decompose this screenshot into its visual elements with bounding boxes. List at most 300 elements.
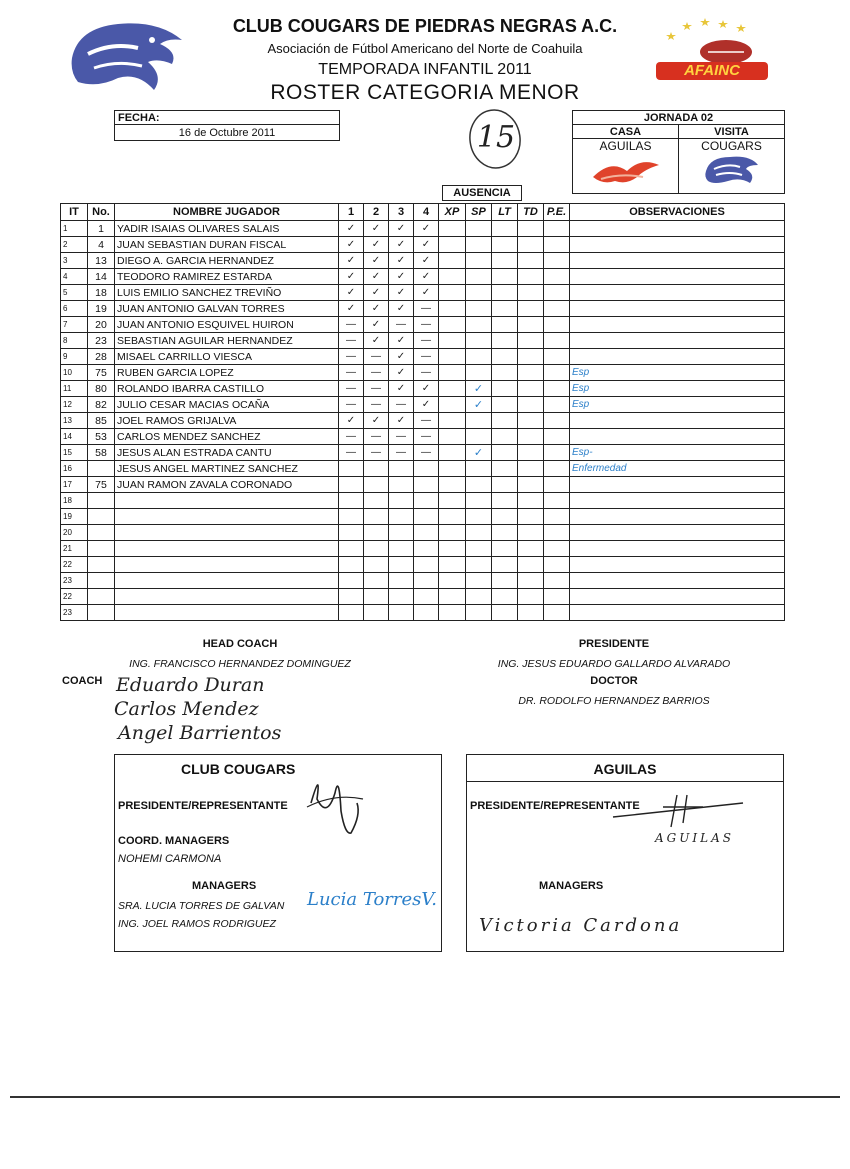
roster-q1-cell: ✓ [339, 285, 364, 301]
roster-pe-cell [544, 413, 570, 429]
roster-lt-cell [492, 525, 518, 541]
roster-q3-cell: ✓ [389, 381, 414, 397]
roster-obs-cell [570, 557, 785, 573]
roster-q1-cell [339, 541, 364, 557]
roster-it-cell: 23 [61, 573, 88, 589]
roster-td-cell [518, 525, 544, 541]
roster-name-cell [115, 589, 339, 605]
ausencia-label: AUSENCIA [442, 185, 522, 201]
roster-name-cell: JESUS ALAN ESTRADA CANTU [115, 445, 339, 461]
roster-pe-cell [544, 445, 570, 461]
roster-q1-cell: — [339, 365, 364, 381]
roster-q3-cell [389, 509, 414, 525]
roster-row [61, 557, 785, 573]
roster-q4-cell: ✓ [414, 269, 439, 285]
coach-1: Eduardo Duran [116, 674, 265, 696]
roster-obs-cell [570, 349, 785, 365]
roster-q1-cell: ✓ [339, 269, 364, 285]
jornada-box [572, 110, 785, 194]
roster-row [61, 381, 785, 397]
season-title: TEMPORADA INFANTIL 2011 [318, 61, 532, 78]
roster-td-cell [518, 365, 544, 381]
roster-q1-cell [339, 589, 364, 605]
roster-lt-cell [492, 301, 518, 317]
roster-name-cell [115, 509, 339, 525]
coach-label: COACH [62, 675, 103, 687]
cougar-small-logo [704, 155, 760, 187]
roster-q2-cell: ✓ [364, 253, 389, 269]
fecha-label: FECHA: [115, 111, 340, 125]
roster-pe-cell [544, 557, 570, 573]
presidente-label: PRESIDENTE [578, 638, 650, 650]
roster-q4-cell [414, 557, 439, 573]
roster-lt-cell [492, 541, 518, 557]
roster-q4-cell [414, 477, 439, 493]
roster-xp-cell [439, 493, 466, 509]
roster-q1-cell: ✓ [339, 237, 364, 253]
roster-number-cell: 1 [88, 221, 115, 237]
roster-name-cell [115, 557, 339, 573]
roster-it-cell: 15 [61, 445, 88, 461]
roster-q3-cell [389, 589, 414, 605]
roster-pe-cell [544, 605, 570, 621]
roster-obs-cell [570, 477, 785, 493]
roster-obs-cell [570, 509, 785, 525]
roster-q3-cell: ✓ [389, 285, 414, 301]
roster-name-cell: ROLANDO IBARRA CASTILLO [115, 381, 339, 397]
roster-row [61, 541, 785, 557]
roster-pe-cell [544, 317, 570, 333]
roster-number-cell: 75 [88, 365, 115, 381]
roster-name-cell [115, 541, 339, 557]
roster-obs-cell [570, 317, 785, 333]
aguilas-signature-box [466, 754, 784, 952]
roster-sp-cell: ✓ [466, 381, 492, 397]
roster-lt-cell [492, 605, 518, 621]
roster-q3-cell: — [389, 445, 414, 461]
roster-xp-cell [439, 429, 466, 445]
aguilas-box-title: AGUILAS [593, 761, 657, 777]
roster-number-cell: 13 [88, 253, 115, 269]
roster-q3-cell [389, 573, 414, 589]
roster-number-cell [88, 461, 115, 477]
roster-pe-cell [544, 365, 570, 381]
roster-q2-cell [364, 589, 389, 605]
roster-q1-cell: — [339, 349, 364, 365]
roster-lt-cell [492, 221, 518, 237]
roster-sp-cell: ✓ [466, 445, 492, 461]
roster-sp-cell [466, 237, 492, 253]
roster-lt-cell [492, 493, 518, 509]
roster-number-cell: 18 [88, 285, 115, 301]
col-q1: 1 [339, 204, 364, 221]
roster-q1-cell: — [339, 429, 364, 445]
col-it: IT [61, 204, 88, 221]
roster-row [61, 413, 785, 429]
roster-name-cell [115, 493, 339, 509]
scan-edge-line [10, 1096, 840, 1098]
roster-lt-cell [492, 253, 518, 269]
roster-it-cell: 7 [61, 317, 88, 333]
roster-pe-cell [544, 253, 570, 269]
roster-pe-cell [544, 525, 570, 541]
roster-pe-cell [544, 589, 570, 605]
roster-body [61, 221, 785, 621]
col-no: No. [88, 204, 115, 221]
association-name: Asociación de Fútbol Americano del Norte de Coahuila [267, 41, 583, 56]
roster-q4-cell [414, 605, 439, 621]
roster-sp-cell [466, 285, 492, 301]
roster-row [61, 589, 785, 605]
roster-row [61, 269, 785, 285]
roster-sp-cell [466, 557, 492, 573]
roster-xp-cell [439, 413, 466, 429]
roster-number-cell: 58 [88, 445, 115, 461]
roster-td-cell [518, 349, 544, 365]
roster-number-cell [88, 573, 115, 589]
roster-number-cell: 4 [88, 237, 115, 253]
roster-td-cell [518, 301, 544, 317]
roster-td-cell [518, 397, 544, 413]
visita-label: VISITA [679, 125, 785, 139]
roster-q1-cell [339, 573, 364, 589]
roster-td-cell [518, 461, 544, 477]
roster-obs-cell [570, 541, 785, 557]
roster-lt-cell [492, 397, 518, 413]
cougar-logo [68, 18, 188, 96]
roster-number-cell [88, 493, 115, 509]
roster-row [61, 509, 785, 525]
roster-pe-cell [544, 477, 570, 493]
coach-2: Carlos Mendez [114, 698, 259, 720]
roster-pe-cell [544, 461, 570, 477]
roster-it-cell: 21 [61, 541, 88, 557]
roster-pe-cell [544, 301, 570, 317]
roster-q1-cell: — [339, 317, 364, 333]
roster-q4-cell: — [414, 365, 439, 381]
roster-sp-cell [466, 541, 492, 557]
roster-td-cell [518, 477, 544, 493]
roster-sp-cell [466, 525, 492, 541]
roster-q3-cell: ✓ [389, 333, 414, 349]
col-q3: 3 [389, 204, 414, 221]
roster-row [61, 573, 785, 589]
roster-q2-cell: ✓ [364, 237, 389, 253]
roster-td-cell [518, 557, 544, 573]
roster-td-cell [518, 381, 544, 397]
roster-q3-cell: ✓ [389, 365, 414, 381]
roster-sp-cell [466, 477, 492, 493]
roster-lt-cell [492, 349, 518, 365]
roster-sp-cell [466, 365, 492, 381]
roster-q3-cell: ✓ [389, 237, 414, 253]
roster-it-cell: 13 [61, 413, 88, 429]
roster-q2-cell: — [364, 429, 389, 445]
roster-name-cell: JUAN ANTONIO GALVAN TORRES [115, 301, 339, 317]
roster-it-cell: 14 [61, 429, 88, 445]
roster-q2-cell: ✓ [364, 269, 389, 285]
roster-it-cell: 19 [61, 509, 88, 525]
roster-title: ROSTER CATEGORIA MENOR [270, 81, 580, 104]
handwritten-number: 15 [476, 120, 516, 155]
roster-row [61, 349, 785, 365]
roster-sp-cell [466, 269, 492, 285]
roster-q3-cell: ✓ [389, 301, 414, 317]
roster-name-cell [115, 525, 339, 541]
roster-xp-cell [439, 317, 466, 333]
casa-label: CASA [573, 125, 679, 139]
roster-lt-cell [492, 285, 518, 301]
roster-pe-cell [544, 221, 570, 237]
col-name: NOMBRE JUGADOR [115, 204, 339, 221]
roster-td-cell [518, 221, 544, 237]
roster-sp-cell [466, 221, 492, 237]
roster-q2-cell: — [364, 445, 389, 461]
roster-name-cell: SEBASTIAN AGUILAR HERNANDEZ [115, 333, 339, 349]
roster-td-cell [518, 269, 544, 285]
roster-row [61, 365, 785, 381]
roster-name-cell: JULIO CESAR MACIAS OCAÑA [115, 397, 339, 413]
roster-q1-cell [339, 461, 364, 477]
roster-pe-cell [544, 237, 570, 253]
roster-q4-cell [414, 493, 439, 509]
roster-lt-cell [492, 557, 518, 573]
aguilas-manager-signature: Victoria Cardona [479, 915, 683, 936]
roster-q4-cell: ✓ [414, 253, 439, 269]
roster-q1-cell [339, 605, 364, 621]
roster-obs-cell [570, 333, 785, 349]
roster-td-cell [518, 541, 544, 557]
roster-xp-cell [439, 237, 466, 253]
roster-sp-cell [466, 589, 492, 605]
roster-q4-cell: — [414, 317, 439, 333]
head-coach-label: HEAD COACH [202, 638, 278, 650]
roster-number-cell [88, 589, 115, 605]
roster-sp-cell [466, 429, 492, 445]
roster-it-cell: 16 [61, 461, 88, 477]
roster-sp-cell [466, 461, 492, 477]
roster-q4-cell: ✓ [414, 397, 439, 413]
roster-number-cell: 14 [88, 269, 115, 285]
roster-q3-cell [389, 557, 414, 573]
roster-sp-cell [466, 317, 492, 333]
roster-q2-cell [364, 605, 389, 621]
roster-td-cell [518, 253, 544, 269]
roster-row [61, 397, 785, 413]
roster-q3-cell: ✓ [389, 269, 414, 285]
roster-lt-cell [492, 413, 518, 429]
col-pe: P.E. [544, 204, 570, 221]
roster-xp-cell [439, 269, 466, 285]
roster-q4-cell: — [414, 333, 439, 349]
roster-q4-cell: ✓ [414, 285, 439, 301]
roster-td-cell [518, 413, 544, 429]
roster-obs-cell: Enfermedad [570, 461, 785, 477]
roster-q2-cell: — [364, 381, 389, 397]
roster-obs-cell [570, 237, 785, 253]
roster-q2-cell [364, 525, 389, 541]
roster-row [61, 477, 785, 493]
roster-lt-cell [492, 509, 518, 525]
roster-q2-cell: ✓ [364, 333, 389, 349]
roster-name-cell [115, 573, 339, 589]
roster-sp-cell [466, 301, 492, 317]
presidente-name: ING. JESUS EDUARDO GALLARDO ALVARADO [497, 658, 731, 670]
roster-table [60, 203, 785, 621]
roster-q3-cell: — [389, 317, 414, 333]
roster-td-cell [518, 589, 544, 605]
roster-number-cell: 75 [88, 477, 115, 493]
roster-row [61, 525, 785, 541]
roster-name-cell: JESUS ANGEL MARTINEZ SANCHEZ [115, 461, 339, 477]
roster-xp-cell [439, 541, 466, 557]
roster-q1-cell: — [339, 397, 364, 413]
roster-xp-cell [439, 365, 466, 381]
roster-obs-cell [570, 285, 785, 301]
roster-xp-cell [439, 461, 466, 477]
roster-number-cell: 23 [88, 333, 115, 349]
roster-row [61, 237, 785, 253]
roster-xp-cell [439, 573, 466, 589]
roster-number-cell [88, 557, 115, 573]
roster-q4-cell [414, 573, 439, 589]
roster-it-cell: 3 [61, 253, 88, 269]
roster-q3-cell [389, 477, 414, 493]
roster-name-cell: LUIS EMILIO SANCHEZ TREVIÑO [115, 285, 339, 301]
col-obs: OBSERVACIONES [570, 204, 785, 221]
roster-q4-cell [414, 461, 439, 477]
roster-number-cell [88, 509, 115, 525]
roster-obs-cell [570, 221, 785, 237]
coord-managers-label: COORD. MANAGERS [118, 835, 230, 847]
roster-row [61, 493, 785, 509]
roster-name-cell: JOEL RAMOS GRIJALVA [115, 413, 339, 429]
roster-xp-cell [439, 349, 466, 365]
fecha-box [114, 110, 340, 141]
roster-pe-cell [544, 493, 570, 509]
roster-q3-cell [389, 605, 414, 621]
roster-obs-cell [570, 429, 785, 445]
roster-name-cell: MISAEL CARRILLO VIESCA [115, 349, 339, 365]
roster-name-cell: JUAN ANTONIO ESQUIVEL HUIRON [115, 317, 339, 333]
roster-it-cell: 9 [61, 349, 88, 365]
roster-q1-cell: ✓ [339, 253, 364, 269]
roster-obs-cell [570, 413, 785, 429]
roster-q4-cell [414, 509, 439, 525]
col-lt: LT [492, 204, 518, 221]
roster-q4-cell: — [414, 445, 439, 461]
col-q4: 4 [414, 204, 439, 221]
roster-sp-cell [466, 573, 492, 589]
roster-q4-cell [414, 525, 439, 541]
roster-lt-cell [492, 333, 518, 349]
roster-row [61, 605, 785, 621]
roster-xp-cell [439, 301, 466, 317]
roster-xp-cell [439, 525, 466, 541]
roster-q1-cell: ✓ [339, 413, 364, 429]
cougars-manager-1: SRA. LUCIA TORRES DE GALVAN [118, 900, 285, 912]
roster-obs-cell: Esp [570, 381, 785, 397]
roster-obs-cell [570, 301, 785, 317]
roster-q4-cell [414, 541, 439, 557]
roster-it-cell: 2 [61, 237, 88, 253]
doctor-name: DR. RODOLFO HERNANDEZ BARRIOS [518, 695, 710, 707]
roster-it-cell: 18 [61, 493, 88, 509]
roster-row [61, 253, 785, 269]
roster-xp-cell [439, 589, 466, 605]
roster-name-cell: DIEGO A. GARCIA HERNANDEZ [115, 253, 339, 269]
head-coach-name: ING. FRANCISCO HERNANDEZ DOMINGUEZ [129, 658, 351, 670]
roster-number-cell: 19 [88, 301, 115, 317]
cougars-signature-box [114, 754, 442, 952]
roster-td-cell [518, 285, 544, 301]
roster-obs-cell [570, 525, 785, 541]
roster-q3-cell [389, 461, 414, 477]
roster-pe-cell [544, 573, 570, 589]
roster-q1-cell: ✓ [339, 301, 364, 317]
roster-q4-cell: — [414, 413, 439, 429]
roster-pe-cell [544, 541, 570, 557]
aguilas-pres-sig-note: AGUILAS [655, 831, 734, 845]
cougars-box-title: CLUB COUGARS [181, 761, 296, 777]
roster-q1-cell [339, 493, 364, 509]
roster-obs-cell: Esp [570, 397, 785, 413]
roster-td-cell [518, 605, 544, 621]
roster-obs-cell: Esp- [570, 445, 785, 461]
roster-it-cell: 22 [61, 557, 88, 573]
roster-td-cell [518, 445, 544, 461]
roster-xp-cell [439, 333, 466, 349]
afainc-logo [654, 18, 770, 84]
roster-pe-cell [544, 333, 570, 349]
roster-xp-cell [439, 509, 466, 525]
roster-pe-cell [544, 285, 570, 301]
roster-sp-cell [466, 605, 492, 621]
roster-pe-cell [544, 397, 570, 413]
visita-team: COUGARS [701, 139, 762, 153]
aguilas-pres-signature [603, 791, 753, 831]
roster-lt-cell [492, 573, 518, 589]
roster-lt-cell [492, 477, 518, 493]
roster-q1-cell: — [339, 333, 364, 349]
roster-q2-cell: ✓ [364, 413, 389, 429]
roster-xp-cell [439, 477, 466, 493]
roster-td-cell [518, 493, 544, 509]
roster-q2-cell [364, 509, 389, 525]
handwritten-circle-number [466, 106, 524, 172]
roster-number-cell: 53 [88, 429, 115, 445]
aguilas-pres-label: PRESIDENTE/REPRESENTANTE [470, 800, 640, 812]
roster-number-cell: 80 [88, 381, 115, 397]
roster-q2-cell: — [364, 365, 389, 381]
club-title: CLUB COUGARS DE PIEDRAS NEGRAS A.C. [232, 16, 618, 36]
roster-q3-cell: ✓ [389, 253, 414, 269]
cougars-managers-label: MANAGERS [192, 880, 257, 892]
col-td: TD [518, 204, 544, 221]
cougars-manager-2: ING. JOEL RAMOS RODRIGUEZ [118, 918, 276, 930]
roster-xp-cell [439, 221, 466, 237]
cougars-pres-label: PRESIDENTE/REPRESENTANTE [118, 800, 288, 812]
roster-lt-cell [492, 269, 518, 285]
roster-q2-cell [364, 477, 389, 493]
roster-q4-cell: — [414, 301, 439, 317]
roster-q3-cell: ✓ [389, 221, 414, 237]
roster-name-cell: RUBEN GARCIA LOPEZ [115, 365, 339, 381]
roster-header-row [61, 204, 785, 221]
roster-row [61, 221, 785, 237]
casa-team: AGUILAS [599, 139, 652, 153]
roster-q3-cell: — [389, 397, 414, 413]
